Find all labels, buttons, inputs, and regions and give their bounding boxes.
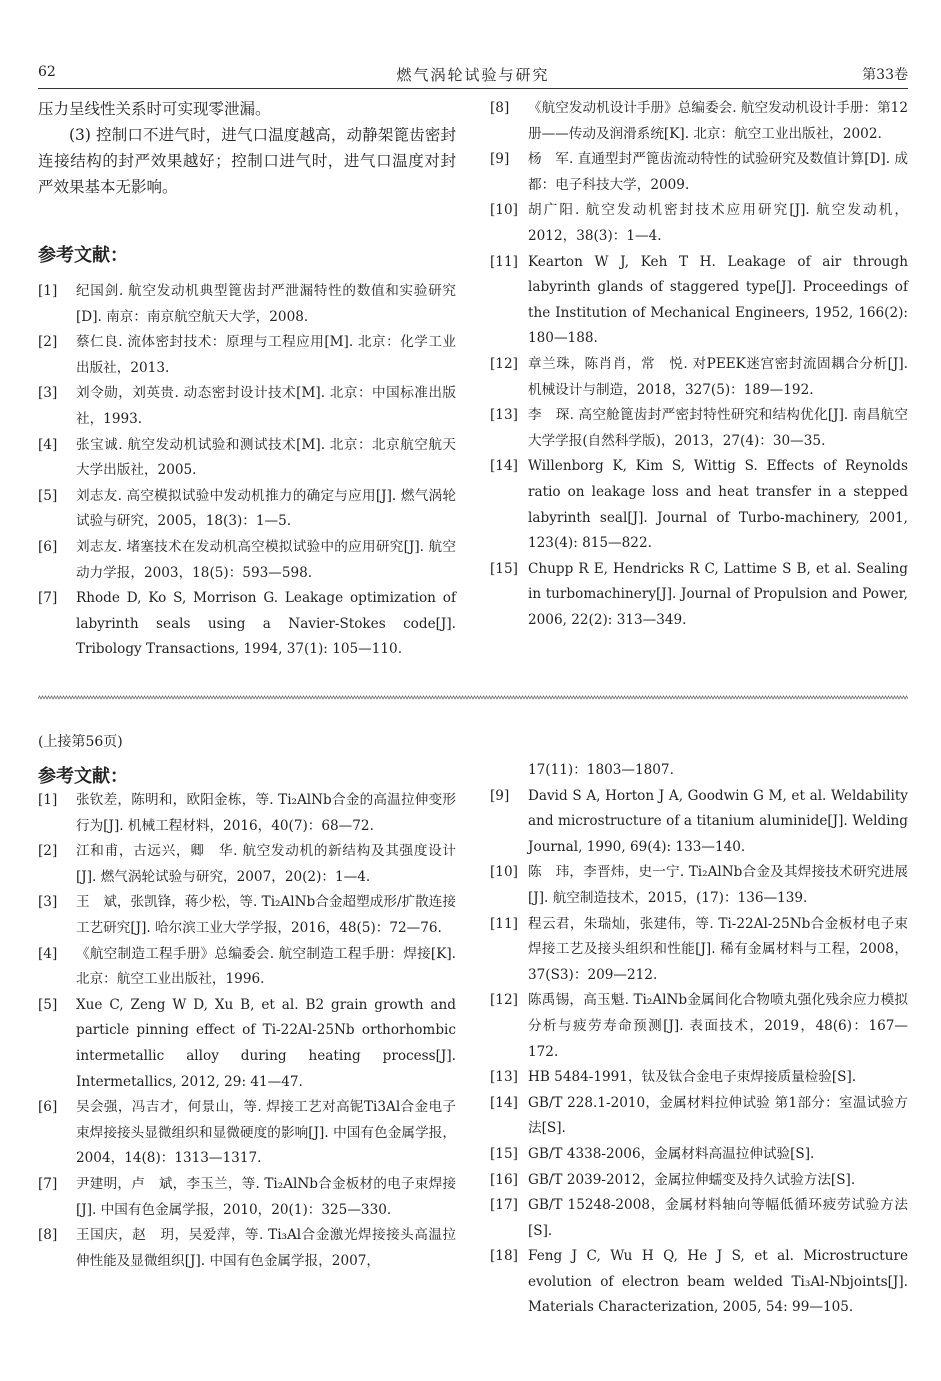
references-list-bottom-right (490, 758, 908, 1321)
reference-number: [3] (38, 894, 58, 911)
reference-number: [6] (38, 1099, 58, 1116)
reference-text: 刘志友. 高空模拟试验中发动机推力的确定与应用[J]. 燃气涡轮试验与研究，2005，18(3)：1—5. (76, 487, 456, 530)
reference-item (490, 454, 908, 556)
reference-text: 王 斌，张凯锋，蒋少松，等. Ti₂AlNb合金超塑成形/扩散连接工艺研究[J]. 哈尔滨工业大学学报，2016，48(5)：72—76. (76, 894, 456, 936)
reference-item (490, 557, 908, 634)
reference-item (490, 1168, 908, 1194)
reference-text: 《航空制造工程手册》总编委会. 航空制造工程手册：焊接[K]. 北京：航空工业出版社，1996. (76, 945, 456, 988)
reference-item (490, 1142, 908, 1168)
reference-text: Rhode D, Ko S, Morrison G. Leakage optimization of labyrinth seals using a Navier-Stokes code[J]. Tribology Transactions, 1994, 37(1): 105—110. (76, 590, 456, 658)
body-paragraph: (3) 控制口不进气时，进气口温度越高，动静架篦齿密封连接结构的封严效果越好；控制口进气时，进气口温度对封严效果基本无影响。 (38, 126, 456, 196)
reference-text: 张钦差，陈明和，欧阳金栋，等. Ti₂AlNb合金的高温拉伸变形行为[J]. 机械工程材料，2016，40(7)：68—72. (76, 792, 456, 834)
reference-number: [10] (490, 202, 518, 219)
reference-item (490, 96, 908, 147)
reference-item (490, 198, 908, 249)
reference-text: 张宝诚. 航空发动机试验和测试技术[M]. 北京：北京航空航天大学出版社，2005. (76, 436, 456, 479)
reference-item (490, 1244, 908, 1321)
reference-item (38, 1172, 456, 1223)
reference-item (490, 352, 908, 403)
continuation-note: (上接第56页) (38, 734, 123, 750)
reference-item (490, 403, 908, 454)
reference-item (38, 484, 456, 535)
references-list-top-right (490, 96, 908, 633)
reference-text: 胡广阳. 航空发动机密封技术应用研究[J]. 航空发动机，2012，38(3)：1—4. (528, 202, 908, 244)
journal-title: 燃气涡轮试验与研究 (396, 66, 550, 84)
reference-text: Feng J C, Wu H Q, He J S, et al. Microstructure evolution of electron beam welded Ti₃Al-Nbjoints[J]. Materials Characterization, 2005, 54: 99—105. (528, 1248, 908, 1316)
reference-text: 程云君，朱瑞灿，张建伟，等. Ti-22Al-25Nb合金板材电子束焊接工艺及接头组织和性能[J]. 稀有金属材料与工程，2008，37(S3)：209—212. (528, 915, 908, 983)
reference-item (38, 535, 456, 586)
reference-item (490, 1065, 908, 1091)
reference-item (490, 988, 908, 1065)
reference-number: [12] (490, 992, 518, 1009)
reference-text: 杨 军. 直通型封严篦齿流动特性的试验研究及数值计算[D]. 成都：电子科技大学，2009. (528, 151, 908, 193)
body-paragraph: 压力呈线性关系时可实现零泄漏。 (38, 100, 271, 118)
reference-number: [15] (490, 1145, 518, 1162)
reference-item (490, 250, 908, 352)
reference-number: [7] (38, 1175, 58, 1192)
reference-item (490, 147, 908, 198)
reference-number: [17] (490, 1197, 518, 1214)
page-header (38, 64, 908, 86)
header-rule (38, 88, 908, 89)
reference-item (38, 586, 456, 663)
reference-item (38, 1223, 456, 1274)
reference-text: GB/T 4338-2006，金属材料高温拉伸试验[S]. (528, 1145, 815, 1162)
reference-number: [6] (38, 538, 58, 555)
reference-number: [10] (490, 864, 518, 881)
reference-text: 章兰珠，陈肖肖，常 悦. 对PEEK迷宫密封流固耦合分析[J]. 机械设计与制造，2018，327(5)：189—192. (528, 355, 908, 398)
reference-number: [1] (38, 283, 58, 299)
reference-text: Xue C, Zeng W D, Xu B, et al. B2 grain growth and particle pinning effect of Ti-22Al-25Nb orthorhombic intermetallic alloy during heating process[J]. Intermetallics, 2012, 29: 41—47. (76, 996, 456, 1090)
reference-text: 王国庆，赵 玥，吴爱萍，等. Ti₃Al合金激光焊接接头高温拉伸性能及显微组织[J]. 中国有色金属学报，2007， (76, 1227, 456, 1269)
reference-number: [9] (490, 787, 510, 804)
reference-item (38, 942, 456, 993)
reference-number: [13] (490, 1069, 518, 1086)
reference-number: [13] (490, 407, 518, 424)
reference-number: [5] (38, 996, 58, 1013)
reference-item (38, 381, 456, 432)
reference-number: [1] (38, 792, 58, 808)
reference-number: [3] (38, 385, 58, 402)
reference-number: [7] (38, 590, 58, 607)
reference-text: Willenborg K, Kim S, Wittig S. Effects of Reynolds ratio on leakage loss and heat transfer in a stepped labyrinth seal[J]. Journal of Turbo-machinery, 2001, 123(4): 815—822. (528, 458, 908, 552)
reference-number: [4] (38, 436, 58, 453)
reference-number: [11] (490, 253, 518, 270)
reference-number: [2] (38, 843, 58, 860)
reference-text: GB/T 15248-2008，金属材料轴向等幅低循环疲劳试验方法[S]. (528, 1197, 908, 1239)
reference-text: David S A, Horton J A, Goodwin G M, et al. Weldability and microstructure of a titanium aluminide[J]. Welding Journal, 1990, 69(4): 133—140. (528, 787, 908, 855)
reference-text: 刘志友. 堵塞技术在发动机高空模拟试验中的应用研究[J]. 航空动力学报，2003，18(5)：593—598. (76, 538, 456, 581)
reference-number: [12] (490, 355, 518, 372)
reference-text: 纪国剑. 航空发动机典型篦齿封严泄漏特性的数值和实验研究[D]. 南京：南京航空航天大学，2008. (76, 283, 456, 325)
reference-text: 陈禹锡，高玉魁. Ti₂AlNb金属间化合物喷丸强化残余应力模拟分析与疲劳寿命预测[J]. 表面技术，2019，48(6)：167—172. (528, 992, 908, 1060)
reference-text: GB/T 2039-2012，金属拉伸蠕变及持久试验方法[S]. (528, 1171, 856, 1188)
top-left-column (38, 96, 456, 200)
reference-number: [9] (490, 151, 510, 168)
reference-item (38, 839, 456, 890)
references-list-bottom-left (38, 788, 456, 1274)
reference-text: GB/T 228.1-2010，金属材料拉伸试验 第1部分：室温试验方法[S]. (528, 1094, 908, 1137)
reference-number: [8] (490, 100, 510, 116)
reference-item (490, 1193, 908, 1244)
reference-text: 李 琛. 高空舱篦齿封严密封特性研究和结构优化[J]. 南昌航空大学学报(自然科学版)，2013，27(4)：30—35. (528, 407, 908, 449)
reference-item (38, 993, 456, 1095)
reference-item (490, 912, 908, 989)
references-heading: 参考文献： (38, 245, 128, 266)
reference-item (490, 860, 908, 911)
references-heading: 参考文献： (38, 766, 128, 787)
reference-item (38, 279, 456, 330)
reference-number: [14] (490, 458, 518, 475)
reference-text: 刘令勋，刘英贵. 动态密封设计技术[M]. 北京：中国标准出版社，1993. (76, 385, 456, 427)
section-divider (38, 695, 908, 701)
reference-item (38, 890, 456, 941)
reference-item (38, 788, 456, 839)
page-number: 62 (38, 64, 56, 80)
reference-number: [18] (490, 1248, 518, 1265)
reference-item (38, 1095, 456, 1172)
reference-text: 陈 玮，李晋炜，史一宁. Ti₂AlNb合金及其焊接技术研究进展[J]. 航空制造技术，2015，(17)：136—139. (528, 864, 908, 906)
reference-text: Chupp R E, Hendricks R C, Lattime S B, et al. Sealing in turbomachinery[J]. Journal of Propulsion and Power, 2006, 22(2): 313—349. (528, 560, 908, 628)
reference-text: 尹建明，卢 斌，李玉兰，等. Ti₂AlNb合金板材的电子束焊接[J]. 中国有色金属学报，2010，20(1)：325—330. (76, 1175, 456, 1218)
reference-number: [16] (490, 1171, 518, 1188)
reference-item (490, 784, 908, 861)
reference-text: 蔡仁良. 流体密封技术：原理与工程应用[M]. 北京：化学工业出版社，2013. (76, 334, 456, 376)
reference-text: 吴会强，冯吉才，何景山，等. 焊接工艺对高铌Ti3Al合金电子束焊接接头显微组织和显微硬度的影响[J]. 中国有色金属学报，2004，14(8)：1313—1317. (76, 1099, 456, 1167)
reference-number: [11] (490, 915, 518, 932)
reference-number: [4] (38, 945, 58, 962)
reference-text: Kearton W J, Keh T H. Leakage of air through labyrinth glands of staggered type[J]. Proceedings of the Institution of Mechanical Engineers, 1952, 166(2): 180—188. (528, 253, 908, 347)
reference-number: [5] (38, 487, 58, 504)
reference-item (38, 330, 456, 381)
reference-text: 《航空发动机设计手册》总编委会. 航空发动机设计手册：第12册——传动及润滑系统[K]. 北京：航空工业出版社，2002. (528, 100, 908, 142)
reference-number: [2] (38, 334, 58, 351)
reference-number: [8] (38, 1227, 58, 1244)
reference-number: [15] (490, 560, 518, 577)
references-list-top-left (38, 279, 456, 663)
reference-text: HB 5484-1991，钛及钛合金电子束焊接质量检验[S]. (528, 1069, 857, 1086)
reference-item (38, 433, 456, 484)
reference-item (490, 1091, 908, 1142)
divider-pattern (38, 695, 908, 701)
reference-text: 江和甫，古远兴，卿 华. 航空发动机的新结构及其强度设计[J]. 燃气涡轮试验与研究，2007，20(2)：1—4. (76, 843, 456, 885)
volume-label: 第33卷 (862, 67, 908, 83)
reference-continuation: 17(11)：1803—1807. (528, 762, 674, 778)
reference-number: [14] (490, 1094, 518, 1111)
